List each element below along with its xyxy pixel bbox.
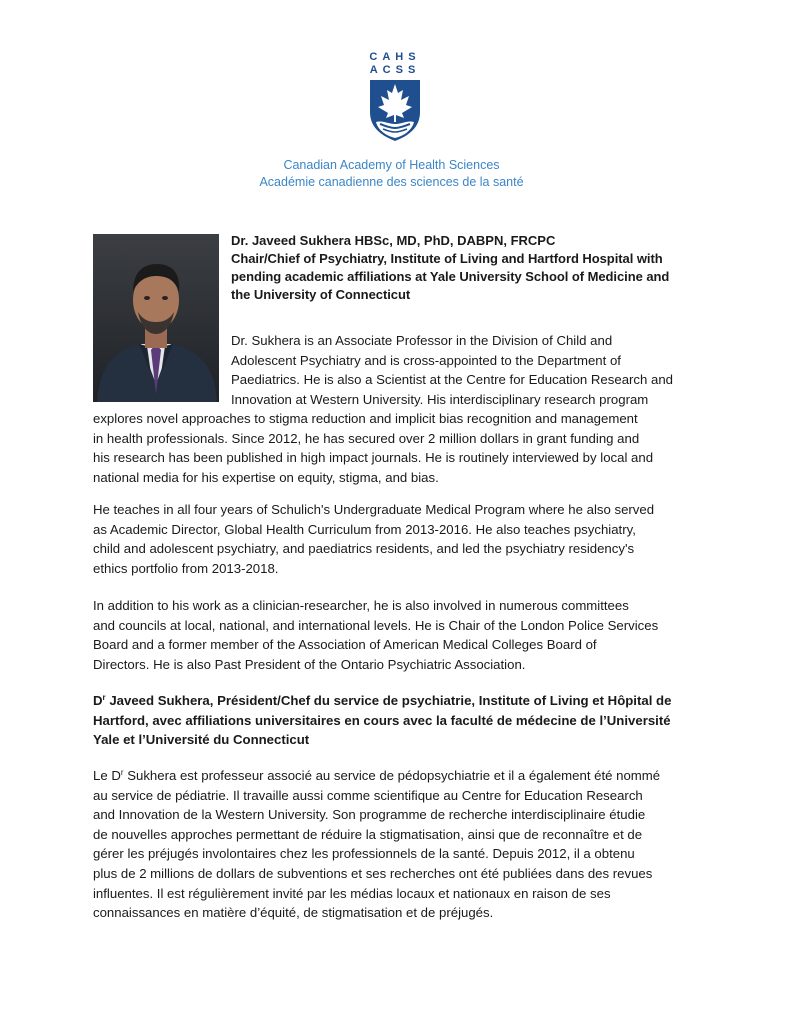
title-line: Chair/Chief of Psychiatry, Institute of Living and Hartford Hospital with <box>231 251 663 266</box>
french-bio-line: connaissances en matière d’équité, de stigmatisation et de préjugés. <box>93 905 494 921</box>
logo-acronym-en: CAHS <box>369 51 421 63</box>
french-bio-line: plus de 2 millions de dollars de subventions et ses recherches ont été publiées dans des revues <box>93 865 653 881</box>
french-bio-text: Sukhera est professeur associé au service de pédopsychiatrie et il a également été nommé <box>123 768 661 783</box>
french-bio-line: de nouvelles approches permettant de réduire la stigmatisation, ainsi que de reconnaître et de <box>93 826 643 842</box>
french-bio-line: and Innovation de la Western University. Son programme de recherche interdisciplinaire étudie <box>93 807 646 823</box>
french-bio-paragraph <box>93 766 713 923</box>
french-bio-text: Le D <box>93 768 121 783</box>
bio-teaching-paragraph <box>93 500 713 578</box>
bio-intro-continuation <box>93 409 713 487</box>
bio-line: ethics portfolio from 2013-2018. <box>93 560 279 576</box>
french-heading-text: Javeed Sukhera, Président/Chef du service de psychiatrie, Institute of Living et Hôpital de <box>105 693 672 708</box>
french-heading-line <box>93 691 713 711</box>
bio-line: Innovation at Western University. His interdisciplinary research program <box>231 391 649 407</box>
bio-line: He teaches in all four years of Schulich's Undergraduate Medical Program where he also served <box>93 502 655 517</box>
bio-line: his research has been published in high impact journals. He is routinely interviewed by local and <box>93 450 654 466</box>
french-heading-line: Hartford, avec affiliations universitaires en cours avec la faculté de médecine de l’Université <box>93 712 671 728</box>
profile-title <box>231 250 711 304</box>
profile-name: Dr. Javeed Sukhera HBSc, MD, PhD, DABPN, FRCPC <box>231 233 556 248</box>
bio-line: Dr. Sukhera is an Associate Professor in the Division of Child and <box>231 333 613 348</box>
title-abbrev-sup: r <box>102 693 106 702</box>
bio-intro-paragraph <box>231 331 711 409</box>
bio-line: Paediatrics. He is also a Scientist at the Centre for Education Research and <box>231 372 674 388</box>
profile-heading <box>231 232 711 304</box>
french-bio-line: gérer les préjugés involontaires chez les professionnels de la santé. Depuis 2012, il a obtenu <box>93 846 635 862</box>
bio-service-paragraph <box>93 596 713 674</box>
title-abbrev: D <box>93 693 103 708</box>
french-heading <box>93 691 713 750</box>
portrait-photo <box>93 234 219 402</box>
bio-line: and councils at local, national, and international levels. He is Chair of the London Police Services <box>93 617 659 633</box>
bio-line: national media for his expertise on equity, stigma, and bias. <box>93 469 439 485</box>
bio-line: Adolescent Psychiatry and is cross-appointed to the Department of <box>231 352 621 368</box>
org-name-fr: Académie canadienne des sciences de la santé <box>259 175 524 189</box>
french-bio-line: influentes. Il est régulièrement invité par les médias locaux et nationaux en raison de ses <box>93 885 611 901</box>
maple-leaf-shield-icon <box>368 78 422 142</box>
french-bio-line: au service de pédiatrie. Il travaille aussi comme scientifique au Centre for Education Research <box>93 787 643 803</box>
french-bio-line <box>93 766 713 786</box>
bio-line: explores novel approaches to stigma reduction and implicit bias recognition and management <box>93 411 638 426</box>
french-heading-line: Yale et l’Université du Connecticut <box>93 732 310 748</box>
org-name-en: Canadian Academy of Health Sciences <box>283 158 500 172</box>
bio-line: as Academic Director, Global Health Curriculum from 2013-2016. He also teaches psychiatry, <box>93 521 636 537</box>
bio-line: Board and a former member of the Association of American Medical Colleges Board of <box>93 637 597 653</box>
bio-line: Directors. He is also Past President of the Ontario Psychiatric Association. <box>93 656 526 672</box>
title-line: the University of Connecticut <box>231 287 411 302</box>
title-line: pending academic affiliations at Yale University School of Medicine and <box>231 269 670 284</box>
portrait-illustration <box>93 234 219 402</box>
title-abbrev-sup: r <box>120 768 124 777</box>
bio-line: child and adolescent psychiatry, and paediatrics residents, and led the psychiatry residency's <box>93 541 635 557</box>
bio-line: in health professionals. Since 2012, he has secured over 2 million dollars in grant funding and <box>93 430 640 446</box>
logo-acronym-fr: ACSS <box>369 64 421 76</box>
bio-line: In addition to his work as a clinician-researcher, he is also involved in numerous committees <box>93 598 629 613</box>
